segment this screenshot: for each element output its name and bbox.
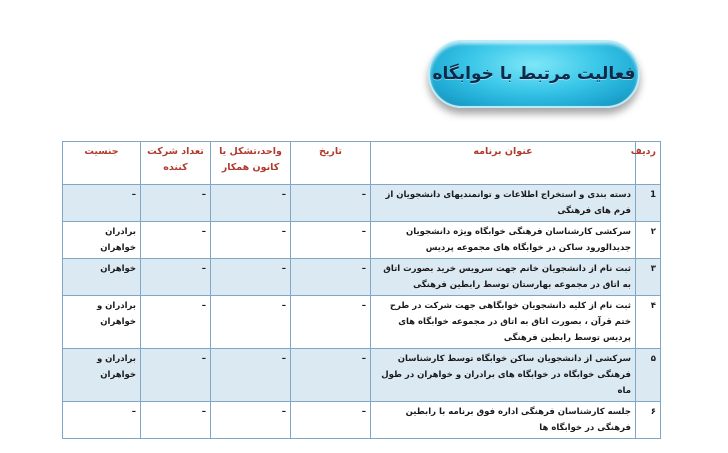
table-row: [63, 349, 661, 402]
header-participants: تعداد شرکت کننده: [141, 142, 211, 185]
participants-cell: –: [141, 349, 211, 402]
table-row: [63, 259, 661, 296]
gender-cell: خواهران: [63, 259, 141, 296]
unit-cell: –: [211, 402, 291, 439]
row-number: ۲: [636, 222, 661, 259]
page-title-banner: [428, 40, 640, 108]
program-title-cell: ثبت نام از کلیه دانشجویان خوابگاهی جهت شرکت در طرح ختم قرآن ، بصورت اتاق به اتاق در مجموعه خوابگاه های پردیس توسط رابطین فرهنگی: [371, 296, 636, 349]
participants-cell: –: [141, 402, 211, 439]
header-unit: واحد،تشکل یا کانون همکار: [211, 142, 291, 185]
activities-table: [62, 141, 661, 439]
program-title-cell: دسته بندی و استخراج اطلاعات و توانمندیهای دانشجویان از فرم های فرهنگی: [371, 185, 636, 222]
unit-cell: –: [211, 296, 291, 349]
gender-cell: –: [63, 185, 141, 222]
date-cell: –: [291, 185, 371, 222]
date-cell: –: [291, 296, 371, 349]
row-number: 1: [636, 185, 661, 222]
date-cell: –: [291, 402, 371, 439]
program-title-cell: جلسه کارشناسان فرهنگی اداره فوق برنامه با رابطین فرهنگی در خوابگاه ها: [371, 402, 636, 439]
row-number: ۳: [636, 259, 661, 296]
row-number: ۴: [636, 296, 661, 349]
gender-cell: برادران و خواهران: [63, 349, 141, 402]
table-row: [63, 296, 661, 349]
page-title: فعالیت مرتبط با خوابگاه: [432, 64, 636, 84]
header-gender: جنسیت: [63, 142, 141, 185]
program-title-cell: سرکشی از دانشجویان ساکن خوابگاه توسط کارشناسان فرهنگی خوابگاه در خوابگاه های برادران و خواهران در طول ماه: [371, 349, 636, 402]
table-row: [63, 222, 661, 259]
participants-cell: –: [141, 259, 211, 296]
gender-cell: برادران و خواهران: [63, 296, 141, 349]
table-row: [63, 185, 661, 222]
participants-cell: –: [141, 185, 211, 222]
row-number: ۵: [636, 349, 661, 402]
date-cell: –: [291, 259, 371, 296]
date-cell: –: [291, 349, 371, 402]
gender-cell: –: [63, 402, 141, 439]
unit-cell: –: [211, 259, 291, 296]
participants-cell: –: [141, 222, 211, 259]
unit-cell: –: [211, 185, 291, 222]
header-date: تاریخ: [291, 142, 371, 185]
program-title-cell: ثبت نام از دانشجویان خانم جهت سرویس خرید بصورت اتاق به اتاق در مجموعه بهارستان توسط رابطین فرهنگی: [371, 259, 636, 296]
participants-cell: –: [141, 296, 211, 349]
date-cell: –: [291, 222, 371, 259]
unit-cell: –: [211, 222, 291, 259]
header-row-no: ردیف: [636, 142, 661, 185]
row-number: ۶: [636, 402, 661, 439]
header-program-title: عنوان برنامه: [371, 142, 636, 185]
table-header-row: [63, 142, 661, 185]
program-title-cell: سرکشی کارشناسان فرهنگی خوابگاه ویژه دانشجویان جدیدالورود ساکن در خوابگاه های مجموعه پردیس: [371, 222, 636, 259]
unit-cell: –: [211, 349, 291, 402]
table-row: [63, 402, 661, 439]
gender-cell: برادران خواهران: [63, 222, 141, 259]
